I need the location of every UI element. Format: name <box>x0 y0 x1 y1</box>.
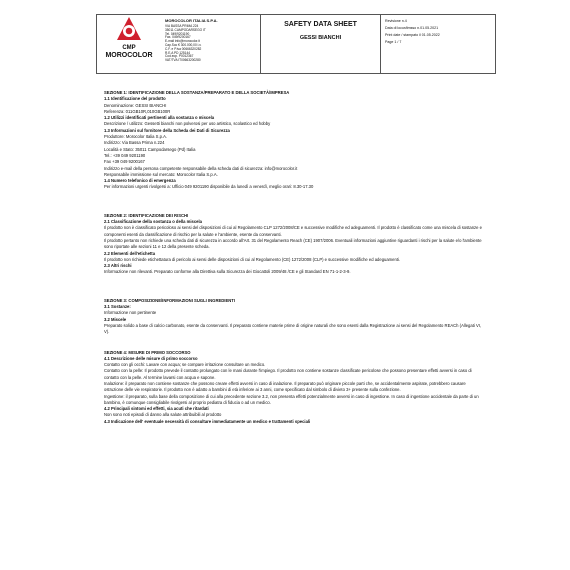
paragraph: Referenza: 011GB10R,010GB100R <box>104 108 171 114</box>
company-line: E-mail info@morocolor.it <box>165 39 200 44</box>
subsection-heading: 4.1 Descrizione delle misure di primo soccorso <box>104 355 198 361</box>
company-line: Cap.Soc € 300.000,00 i.v. <box>165 42 202 47</box>
paragraph: Ingestione: il preparato, sulla base della composizione di cui alla precedente sezione 3.2, non presenta effetti potenzialmente avversi in caso di ingestione. In caso di ingestione accidentale da parte di un bambino, è comunque consigliabile rivolgersi al proprio pediatra di fiducia o ad un medico. <box>104 393 479 405</box>
paragraph: Il prodotto pertanto non richiede una scheda dati di sicurezza in accordo all'Art. 31 del Regolamento Reach (CE) 1907/2006. Eventuali informazioni aggiuntive riguardanti i rischi per la salute e/o l'ambiente sono riportate alle sezioni 11 e 12 della presente scheda. <box>104 237 482 250</box>
paragraph: Preparato solido a base di calcio carbonato, esente da conservanti. Il preparato contiene materie prime di origine naturali che sono esenti dalla Registrazione ai sensi del Regolamento REACh (Allegati VI, V). <box>104 322 482 335</box>
paragraph: Il prodotto non richiede etichettatura di pericolo ai sensi delle disposizioni di cui al Regolamento (CE) 1272/2008 (CLP) e successive modifiche ed adeguamenti. <box>104 256 401 262</box>
paragraph: Non sono noti episodi di danno alla salute attribuibili al prodotto <box>104 412 222 418</box>
paragraph: Informazione non pertinente <box>104 310 157 316</box>
paragraph: Il prodotto non è classificato pericoloso ai sensi del disposizioni di cui al Regolamento CLP 1272/2008/CE e successive modifiche ed adeguamenti. Il prodotto è classificato come una miscela di sostanze e componenti esenti da classificazione di rischio per la salute e l'ambiente, esente da conservanti. <box>104 225 482 237</box>
paragraph: Indirizzo: Via Bassa Prima n.224 <box>104 140 165 146</box>
subsection-heading: 4.2 Principali sintomi ed effetti, sia acuti che ritardati <box>104 406 209 412</box>
company-line: 35011 CAMPODARSEGO IT <box>165 27 206 32</box>
company-line: C.F. e P.iva 00666320282 <box>165 46 202 51</box>
revision-line: Data di locusfimsso n.01.05.2021 <box>385 26 439 30</box>
paragraph: Per informazioni urgenti rivolgersi a: Ufficio 049 9201190 disponibile da lunedì a venerdì, meglio orari: 8.30-17.30 <box>104 184 314 190</box>
subsection-heading: 2.3 Altri rischi <box>104 263 132 269</box>
subsection-heading: 2.1 Classificazione della sostanza o della miscela <box>104 219 202 225</box>
paragraph: Denominazione: GESSI BIANCHI <box>104 102 167 108</box>
section-spacer <box>104 276 484 298</box>
paragraph: Indirizzo e-mail della persona competente responsabile della scheda dati di sicurezza: info@morocolor.it <box>104 165 298 171</box>
paragraph: Contatto con la pelle: Il prodotto prevede il contatto prolungato con le mani durante l'impiego. Il prodotto non contiene sostanze classificate pericolose che possono presentare effetti avversi in caso di contatto con la pelle. Al termine lavarsi con acqua e sapone. <box>104 368 472 380</box>
paragraph: Descrizione / utilizzo: Gessetti bianchi non polverosi per uso artistico, scolastico ed hobby <box>104 121 271 127</box>
logo-brand-text: MOROCOLOR <box>105 52 153 59</box>
subsection-heading: 1.3 Informazioni sul fornitore della Scheda dei Dati di Sicurezza <box>104 127 230 133</box>
revision-line: Print date / stampato il 01.05.2022 <box>385 33 440 37</box>
revision-info <box>381 15 495 73</box>
section <box>104 90 484 191</box>
company-line: VIA BASSA PRIMA 224 <box>165 24 199 28</box>
company-line: Tel. 049/9201190 <box>165 31 190 36</box>
paragraph: Contatto con gli occhi: Lavare con acqua; se compare irritazione consultare un medico. <box>104 362 266 368</box>
subsection-heading: 3.1 Sostanze: <box>104 304 131 310</box>
logo-top-text: CMP <box>122 45 136 51</box>
subsection-heading: 2.2 Elementi dell'etichetta <box>104 250 156 256</box>
section <box>104 298 484 336</box>
subsection-heading: 1.4 Numero telefonico di emergenza <box>104 178 176 184</box>
section-title: SEZIONE 1: IDENTIFICAZIONE DELLA SOSTANZA/PREPARATO E DELLA SOCIETÀ/IMPRESA <box>104 90 290 95</box>
company-line: Cod.eop. P0012367 <box>165 54 194 59</box>
company-line: R.E.A PD 125144 <box>165 50 190 55</box>
company-line: Fax. 049/9200167 <box>165 35 191 40</box>
document-title: SAFETY DATA SHEET <box>284 21 357 28</box>
company-name: MOROCOLOR ITALIA S.P.A. <box>165 18 218 23</box>
paragraph: Informazione non rilevanti. Preparato conforme alla Direttiva sulla Sicurezza dei Giocattoli 2009/48 /CE e gli Standard EN 71-1-2-3-9. <box>104 269 351 275</box>
section <box>104 350 484 426</box>
paragraph: Fax +39 049 9200167 <box>104 159 145 165</box>
paragraph: Produttore: Morocolor Italia S.p.A. <box>104 134 168 140</box>
subsection-heading: 3.2 Miscele <box>104 316 127 322</box>
title-cell <box>261 15 381 73</box>
subsection-heading: 1.2 Utilizzi identificati pertinenti alla sostanza o miscela <box>104 115 215 121</box>
page-number: Page 1 / 7 <box>385 40 402 44</box>
paragraph: Tel.: +39 049 9201190 <box>104 152 146 158</box>
cmp-triangle-icon <box>116 16 142 44</box>
company-line: VAT/TVA IT00663200280 <box>165 58 201 63</box>
section-title: SEZIONE 4: MISURE DI PRIMO SOCCORSO <box>104 349 191 355</box>
company-info <box>161 15 261 73</box>
paragraph: Inalazione: il preparato non contiene sostanze che possono creare effetti avversi in caso di inalazione. Il preparato può originare piccole parti che, se accidentalmente aspirate, potrebbero causare ostruzione delle vie respiratorie. Il prodotto non è adatto a bambini di età inferiore ai 3 anni, come specificato dal simbolo di divieto 3+ presente sulla confezione. <box>104 380 466 393</box>
section-title: SEZIONE 2: IDENTIFICAZIONE DEI RISCHI <box>104 212 189 218</box>
section-title: SEZIONE 3: COMPOSIZIONE/INFORMAZIONI SUGLI INGREDIENTI <box>104 297 235 303</box>
section-spacer <box>104 191 484 213</box>
morocolor-logo <box>98 16 160 70</box>
revision-line: Revisione n.4 <box>385 19 407 23</box>
document-body <box>104 90 484 425</box>
paragraph: Località e Stato: 35011 Campodarsego (Pd) Italia <box>104 146 196 152</box>
section <box>104 213 484 276</box>
product-name: GESSI BIANCHI <box>299 35 342 41</box>
subsection-heading: 4.3 Indicazione dell' eventuale necessità di consultare immediatamente un medico e trattamenti speciali <box>104 418 311 424</box>
paragraph: Responsabile immissione sul mercato: Morocolor Italia S.p.A. <box>104 171 218 177</box>
subsection-heading: 1.1 Identificazione del prodotto <box>104 96 166 102</box>
section-spacer <box>104 336 484 350</box>
